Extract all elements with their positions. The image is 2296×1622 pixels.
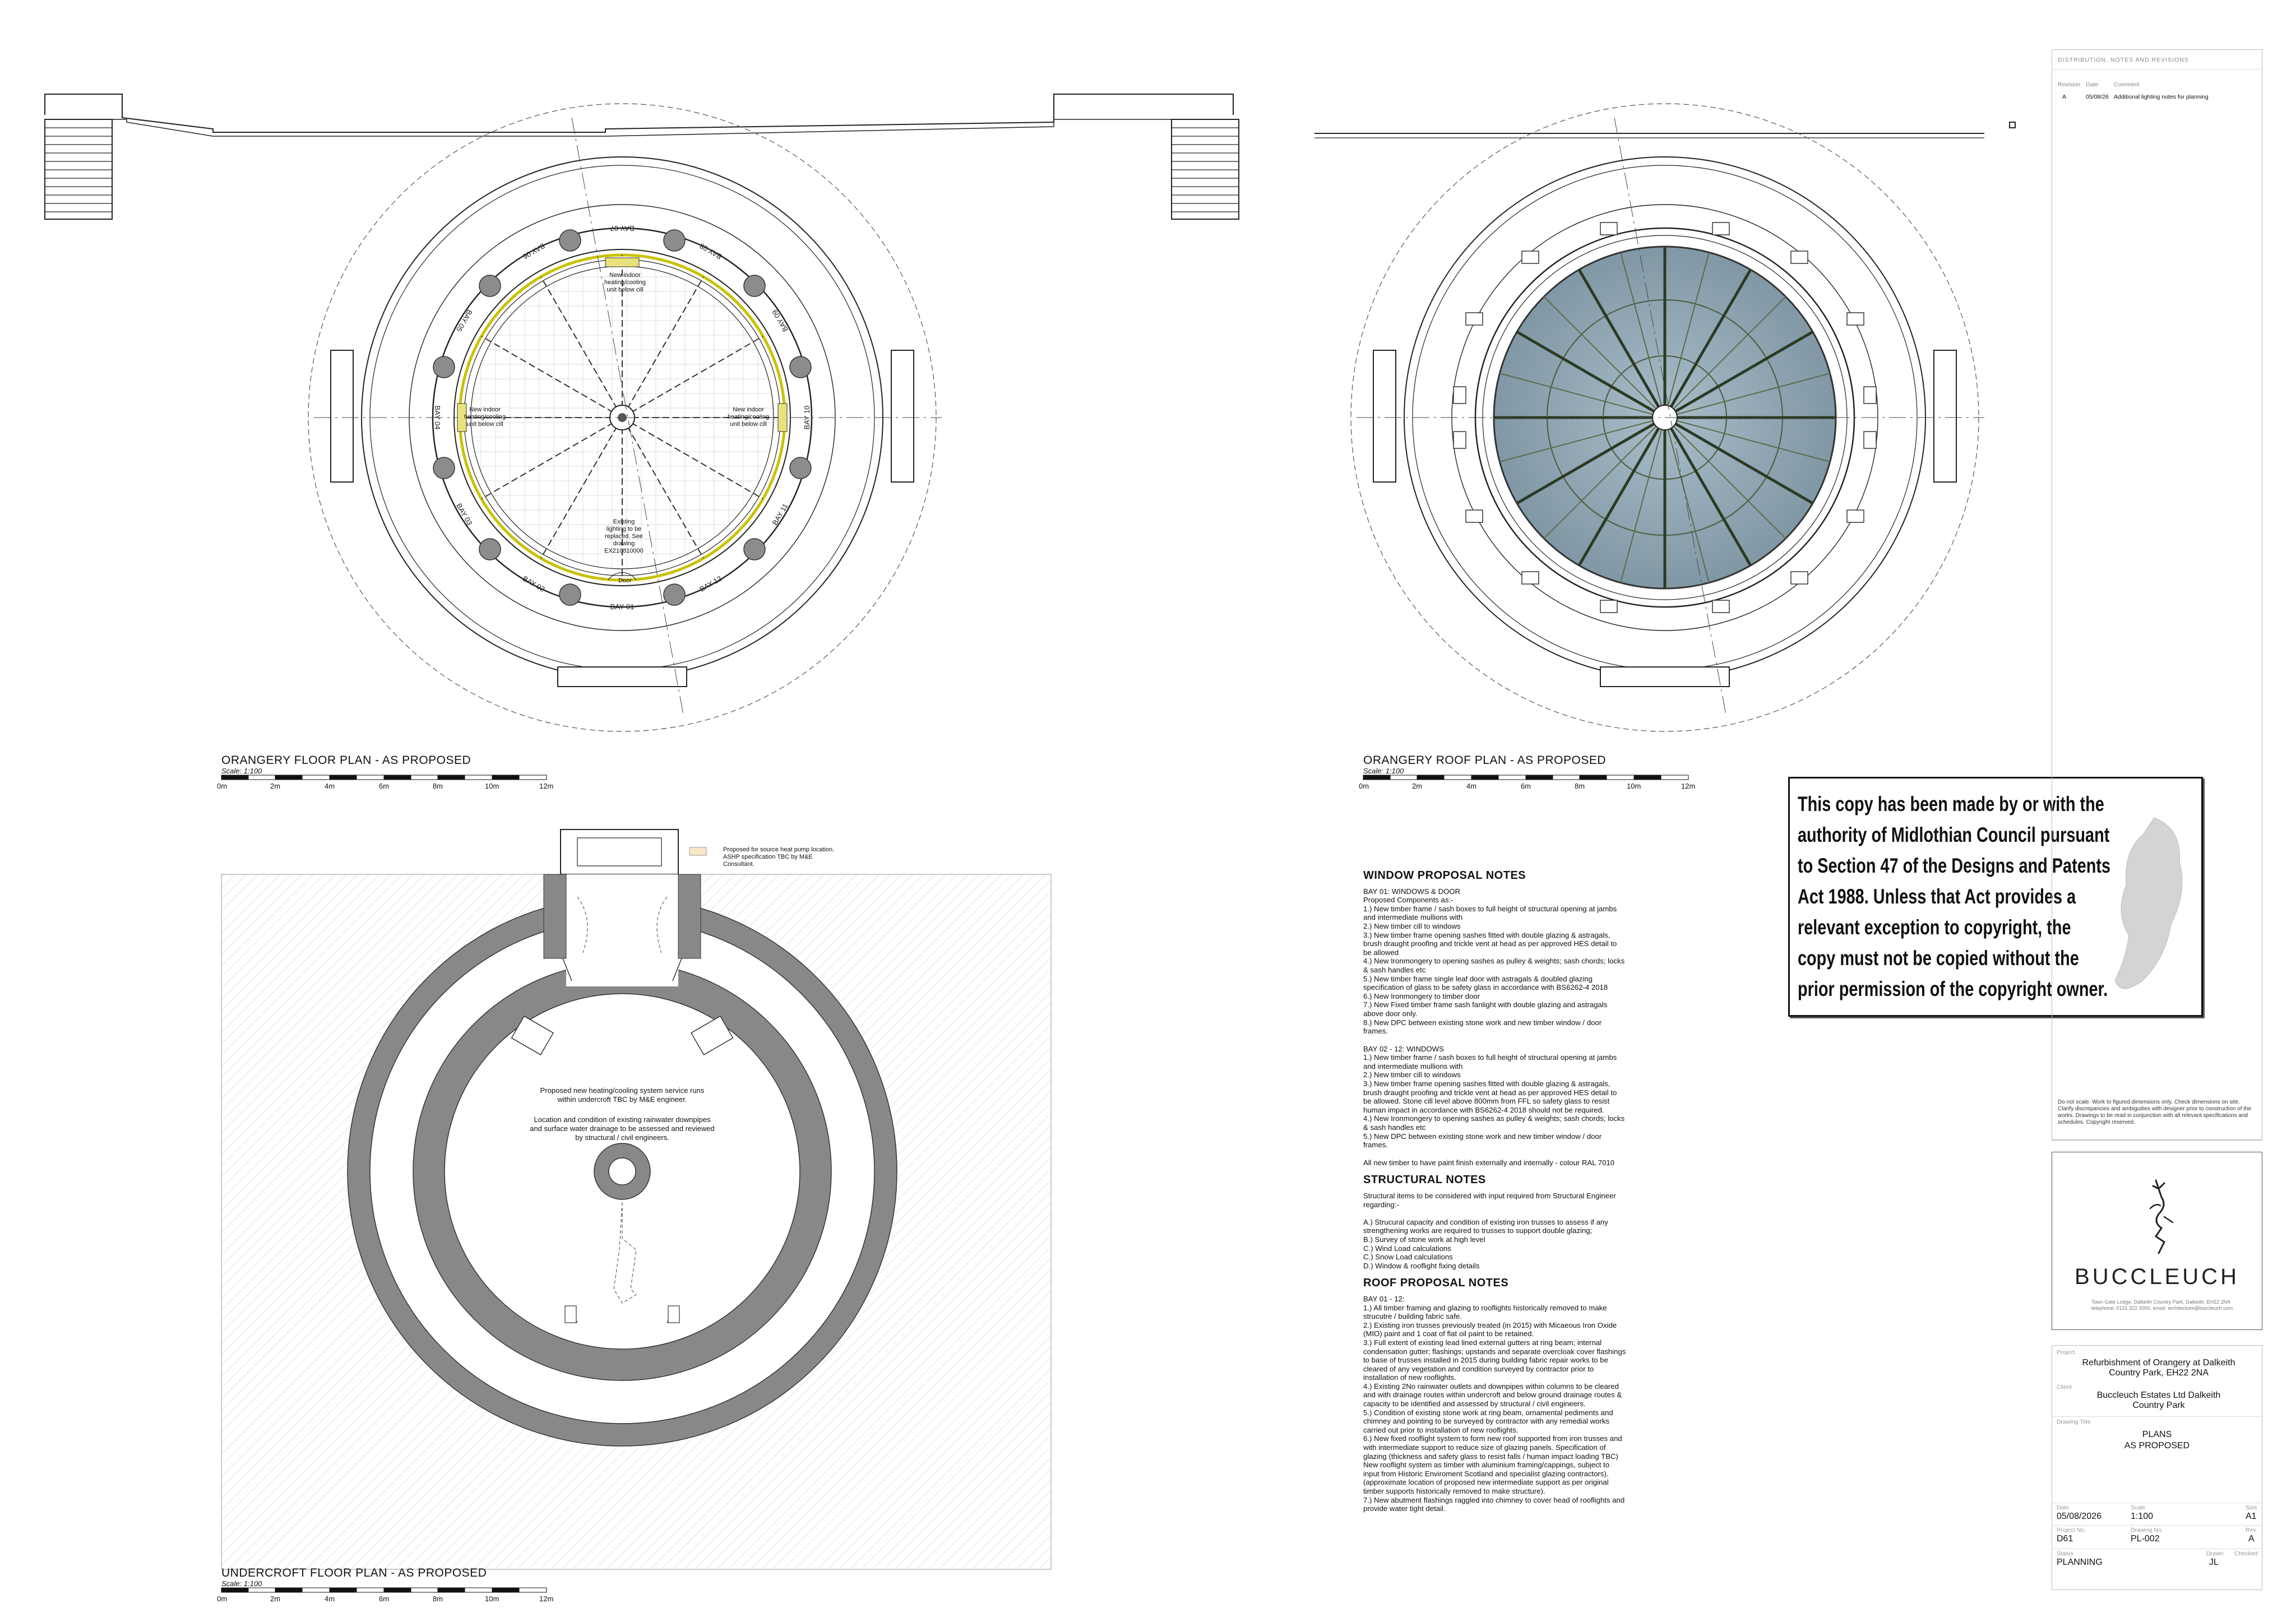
- bay-label: BAY 02: [521, 574, 547, 594]
- size-label: Size: [2246, 1504, 2257, 1511]
- scale-label: Scale: [2131, 1504, 2146, 1511]
- roof-plan-scale: Scale: 1:100: [1363, 767, 1404, 775]
- rev-col-revision: Revision: [2058, 81, 2081, 88]
- scale-tick: 10m: [485, 782, 499, 790]
- heating-note-right: New indoor heating/cooling unit below cill: [727, 406, 769, 428]
- status-label: Status: [2057, 1550, 2073, 1557]
- scale-tick: 6m: [379, 1595, 390, 1603]
- ashp-legend-text: Proposed for source heat pump location. ASHP specification TBC by M&E Consultant.: [723, 846, 835, 868]
- project-label: Project: [2057, 1349, 2075, 1356]
- bay-label: BAY 11: [770, 502, 790, 527]
- heating-note-top: New indoor heating/cooling unit below cill: [604, 272, 646, 293]
- scale-tick: 6m: [1521, 782, 1531, 790]
- window-notes-paint: All new timber to have paint finish externally and internally - colour RAL 7010: [1363, 1158, 1615, 1167]
- copyright-text: This copy has been made by or with the authority of Midlothian Council pursuant to Section 47 of the Designs and Patents Act 1988. Unless that Act provides a relevant exception to copyright, the copy must not be copied without the prior permission of the copyright owner.: [1798, 793, 2111, 1000]
- floor-plan-scale: Scale: 1:100: [221, 767, 262, 775]
- drawing-no-label: Drawing No.: [2131, 1527, 2163, 1533]
- scale-tick: 2m: [1412, 782, 1423, 790]
- bay-label: BAY 01: [610, 603, 635, 611]
- rev-row-date: 05/08/26: [2086, 94, 2109, 100]
- project-panel: [2052, 1345, 2262, 1590]
- window-notes-bay02-12: BAY 02 - 12: WINDOWS 1.) New timber frame / sash boxes to full height of structural opening at jambs and intermediate mullions with 2.) New timber cill to windows 3.) New timber frame opening sashes fitted with double glazing & astragals, brush draught proofing and trickle vent at head as per approved HES detail to be allowed. Stone cill level above 800mm from FFL so safety glass to resist human impact in accordance with BS6262-4 2018 should not be required. 4.) New Ironmongery to opening sashes as pulley & weights; sash chords; locks & sash handles etc 5.) New DPC between existing stone work and new timber window / door frames.: [1363, 1044, 1625, 1150]
- scale-tick: 12m: [539, 1595, 554, 1603]
- title-block: [2052, 49, 2262, 1141]
- rev-label: Rev: [2246, 1527, 2256, 1533]
- scale-tick: 2m: [270, 1595, 281, 1603]
- drainage-note: Location and condition of existing rainwater downpipes and surface water drainage to be assessed and reviewed by structural / civil engineers.: [530, 1115, 715, 1142]
- scale-tick: 10m: [1627, 782, 1641, 790]
- scale-tick: 2m: [270, 782, 281, 790]
- revisions-header: DISTRIBUTION, NOTES AND REVISIONS: [2058, 57, 2189, 63]
- drawing-title-label: Drawing Title: [2057, 1419, 2091, 1425]
- floor-plan: [45, 94, 1239, 731]
- bay-label: BAY 04: [433, 405, 442, 430]
- logo-wordmark: BUCCLEUCH: [2075, 1264, 2239, 1289]
- scale-tick: 0m: [1359, 782, 1369, 790]
- bay-label: BAY 05: [455, 308, 474, 333]
- status-value: PLANNING: [2057, 1558, 2103, 1567]
- drawing-title-line1: PLANS: [2142, 1430, 2172, 1439]
- scale-tick: 8m: [433, 782, 443, 790]
- scale-tick: 4m: [325, 782, 335, 790]
- bay-label: BAY 12: [698, 574, 724, 594]
- services-note: Proposed new heating/cooling system service runs within undercroft TBC by M&E engineer.: [540, 1086, 705, 1104]
- client-value: Buccleuch Estates Ltd Dalkeith Country Park: [2096, 1391, 2221, 1410]
- scale-tick: 12m: [539, 782, 554, 790]
- window-notes-heading: WINDOW PROPOSAL NOTES: [1363, 869, 1526, 882]
- checked-label: Checked: [2234, 1550, 2258, 1557]
- rev-col-comment: Comment: [2114, 81, 2140, 88]
- door-note: Door: [618, 577, 632, 584]
- undercroft-plan-title: UNDERCROFT FLOOR PLAN - AS PROPOSED: [221, 1567, 487, 1579]
- undercroft-plan: [221, 829, 1051, 1569]
- rev-row-comment: Additional lighting notes for planning: [2114, 94, 2209, 100]
- date-value: 05/08/2026: [2057, 1512, 2102, 1521]
- scale-tick: 0m: [217, 1595, 228, 1603]
- bay-label: BAY 10: [803, 405, 811, 430]
- disclaimer: Do not scale. Work to figured dimensions only. Check dimensions on site. Clarify discrepancies and ambiguities with designer prior to construction of the works. Drawings to be read in conjunction with all relevant specifications and schedules. Copyright reserved.: [2058, 1099, 2252, 1125]
- logo-panel: [2052, 1152, 2262, 1330]
- date-label: Date: [2057, 1504, 2070, 1511]
- scale-tick: 4m: [325, 1595, 335, 1603]
- scale-value: 1:100: [2131, 1512, 2154, 1521]
- roof-plan-title: ORANGERY ROOF PLAN - AS PROPOSED: [1363, 754, 1606, 767]
- address: Town Gate Lodge, Dalkeith Country Park, Dalkeith, EH22 2NA telephone: 0131 322 2000, email: architecture@buccleuch.com: [2091, 1299, 2233, 1311]
- window-notes-bay01: BAY 01: WINDOWS & DOOR Proposed Components as:- 1.) New timber frame / sash boxes to full height of structural opening at jambs and intermediate mullions with 2.) New timber cill to windows 3.) New timber frame opening sashes fitted with double glazing & astragals, brush draught proofing and trickle vent at head as per approved HES detail to be allowed 4.) New Ironmongery to opening sashes as pulley & weights; sash chords; locks & sash handles etc 5.) New timber frame single leaf door with astragals & doubled glazing specification of glass to be safety glass in accordance with BS6262-4 2018 6.) New Ironmongery to timber door 7.) New Fixed timber frame sash fanlight with double glazing and astragals above door only. 8.) New DPC between existing stone work and new timber window / door frames.: [1363, 887, 1625, 1036]
- stag-logo-icon: [2133, 1175, 2184, 1259]
- scale-tick: 8m: [1575, 782, 1585, 790]
- drawn-value: JL: [2209, 1558, 2219, 1567]
- size-value: A1: [2246, 1512, 2257, 1521]
- structural-notes-heading: STRUCTURAL NOTES: [1363, 1174, 1486, 1187]
- rev-col-date: Date: [2086, 81, 2099, 88]
- roof-plan: [1314, 104, 2015, 731]
- heating-note-left: New indoor heating/cooling unit below cill: [464, 406, 506, 428]
- drawing-no-value: PL-002: [2131, 1534, 2160, 1544]
- bay-label: BAY 09: [770, 308, 790, 333]
- bay-label: BAY 03: [455, 502, 474, 527]
- roof-notes-body: BAY 01 - 12: 1.) All timber framing and glazing to rooflights historically removed to make strucutre / building fabric safe. 2.) Existing iron trusses previously treated (in 2015) with Micaeous Iron Oxide (MIO) paint and 1 coat of flat oil paint to be retained. 3.) Full extent of existing lead lined external gutters at ring beam; internal condensation gutter; flashings; upstands and separate overcloak cover flashings to base of trusses installed in 2015 during building fabric repair works to be cleared of any vegetation and condition surveyed by contractor prior to installation of new rooflights. 4.) Existing 2No rainwater outlets and downpipes within columns to be cleared and with drainage routes within undercroft and below ground drainage routes & capacity to be identified and assessed by structural / civil engineers. 5.) Condition of existing stone work at ring beam, ornamental pediments and chimney and pointing to be surveyed by contractor with any remedial works carried out prior to installation of new rooflights. 6.) New fixed rooflight system to form new roof supported from iron trusses and with intermediate support to reduce size of glazing panels. Specification of glazing (thickness and safety glass to resist falls / human impact loading TBC) New rooflight system as timber with aluminium framing/cappings, subject to input from Historic Enviroment Scotland and specialist glazing contractors). (approximate location of proposed new intermediate support as per original timber supports historically removed to make structure). 7.) New abutment flashings raggled into chimney to cover head of rooflights and provide water tight detail.: [1363, 1294, 1626, 1513]
- roof-notes-heading: ROOF PROPOSAL NOTES: [1363, 1277, 1509, 1290]
- notes-column: [1363, 869, 1627, 1522]
- rev-row-revision: A: [2062, 94, 2067, 100]
- bay-label: BAY 07: [610, 224, 635, 233]
- floor-plan-title: ORANGERY FLOOR PLAN - AS PROPOSED: [221, 754, 471, 767]
- scale-tick: 10m: [485, 1595, 499, 1603]
- scale-tick: 8m: [433, 1595, 443, 1603]
- project-value: Refurbishment of Orangery at Dalkeith Country Park, EH22 2NA: [2082, 1358, 2235, 1378]
- scale-tick: 12m: [1681, 782, 1696, 790]
- scale-tick: 6m: [379, 782, 390, 790]
- drawing-title-line2: AS PROPOSED: [2124, 1441, 2190, 1450]
- bay-label: BAY 08: [698, 242, 724, 261]
- scale-tick: 0m: [217, 782, 228, 790]
- bay-label: BAY 06: [521, 242, 547, 261]
- scale-tick: 4m: [1466, 782, 1477, 790]
- undercroft-plan-scale: Scale: 1:100: [221, 1579, 262, 1588]
- title-block-divider: [2052, 1139, 2262, 1140]
- structural-notes-body: Structural items to be considered with input required from Structural Engineer regarding:- A.) Strucural capacity and condition of existing iron trusses to assess if any strengthening works are required to trusses to support double glazing; B.) Survey of stone work at high level C.) Wind Load calculations C.) Snow Load calculations D.) Window & rooflight fixing details: [1363, 1192, 1616, 1270]
- project-no-label: Project No.: [2057, 1527, 2086, 1533]
- rev-value: A: [2248, 1534, 2255, 1544]
- lighting-note: Existing lighting to be replaced. See drawing EX210810000: [604, 518, 644, 554]
- project-no-value: D61: [2057, 1534, 2073, 1544]
- drawn-label: Drawn: [2206, 1550, 2224, 1557]
- client-label: Client: [2057, 1384, 2072, 1391]
